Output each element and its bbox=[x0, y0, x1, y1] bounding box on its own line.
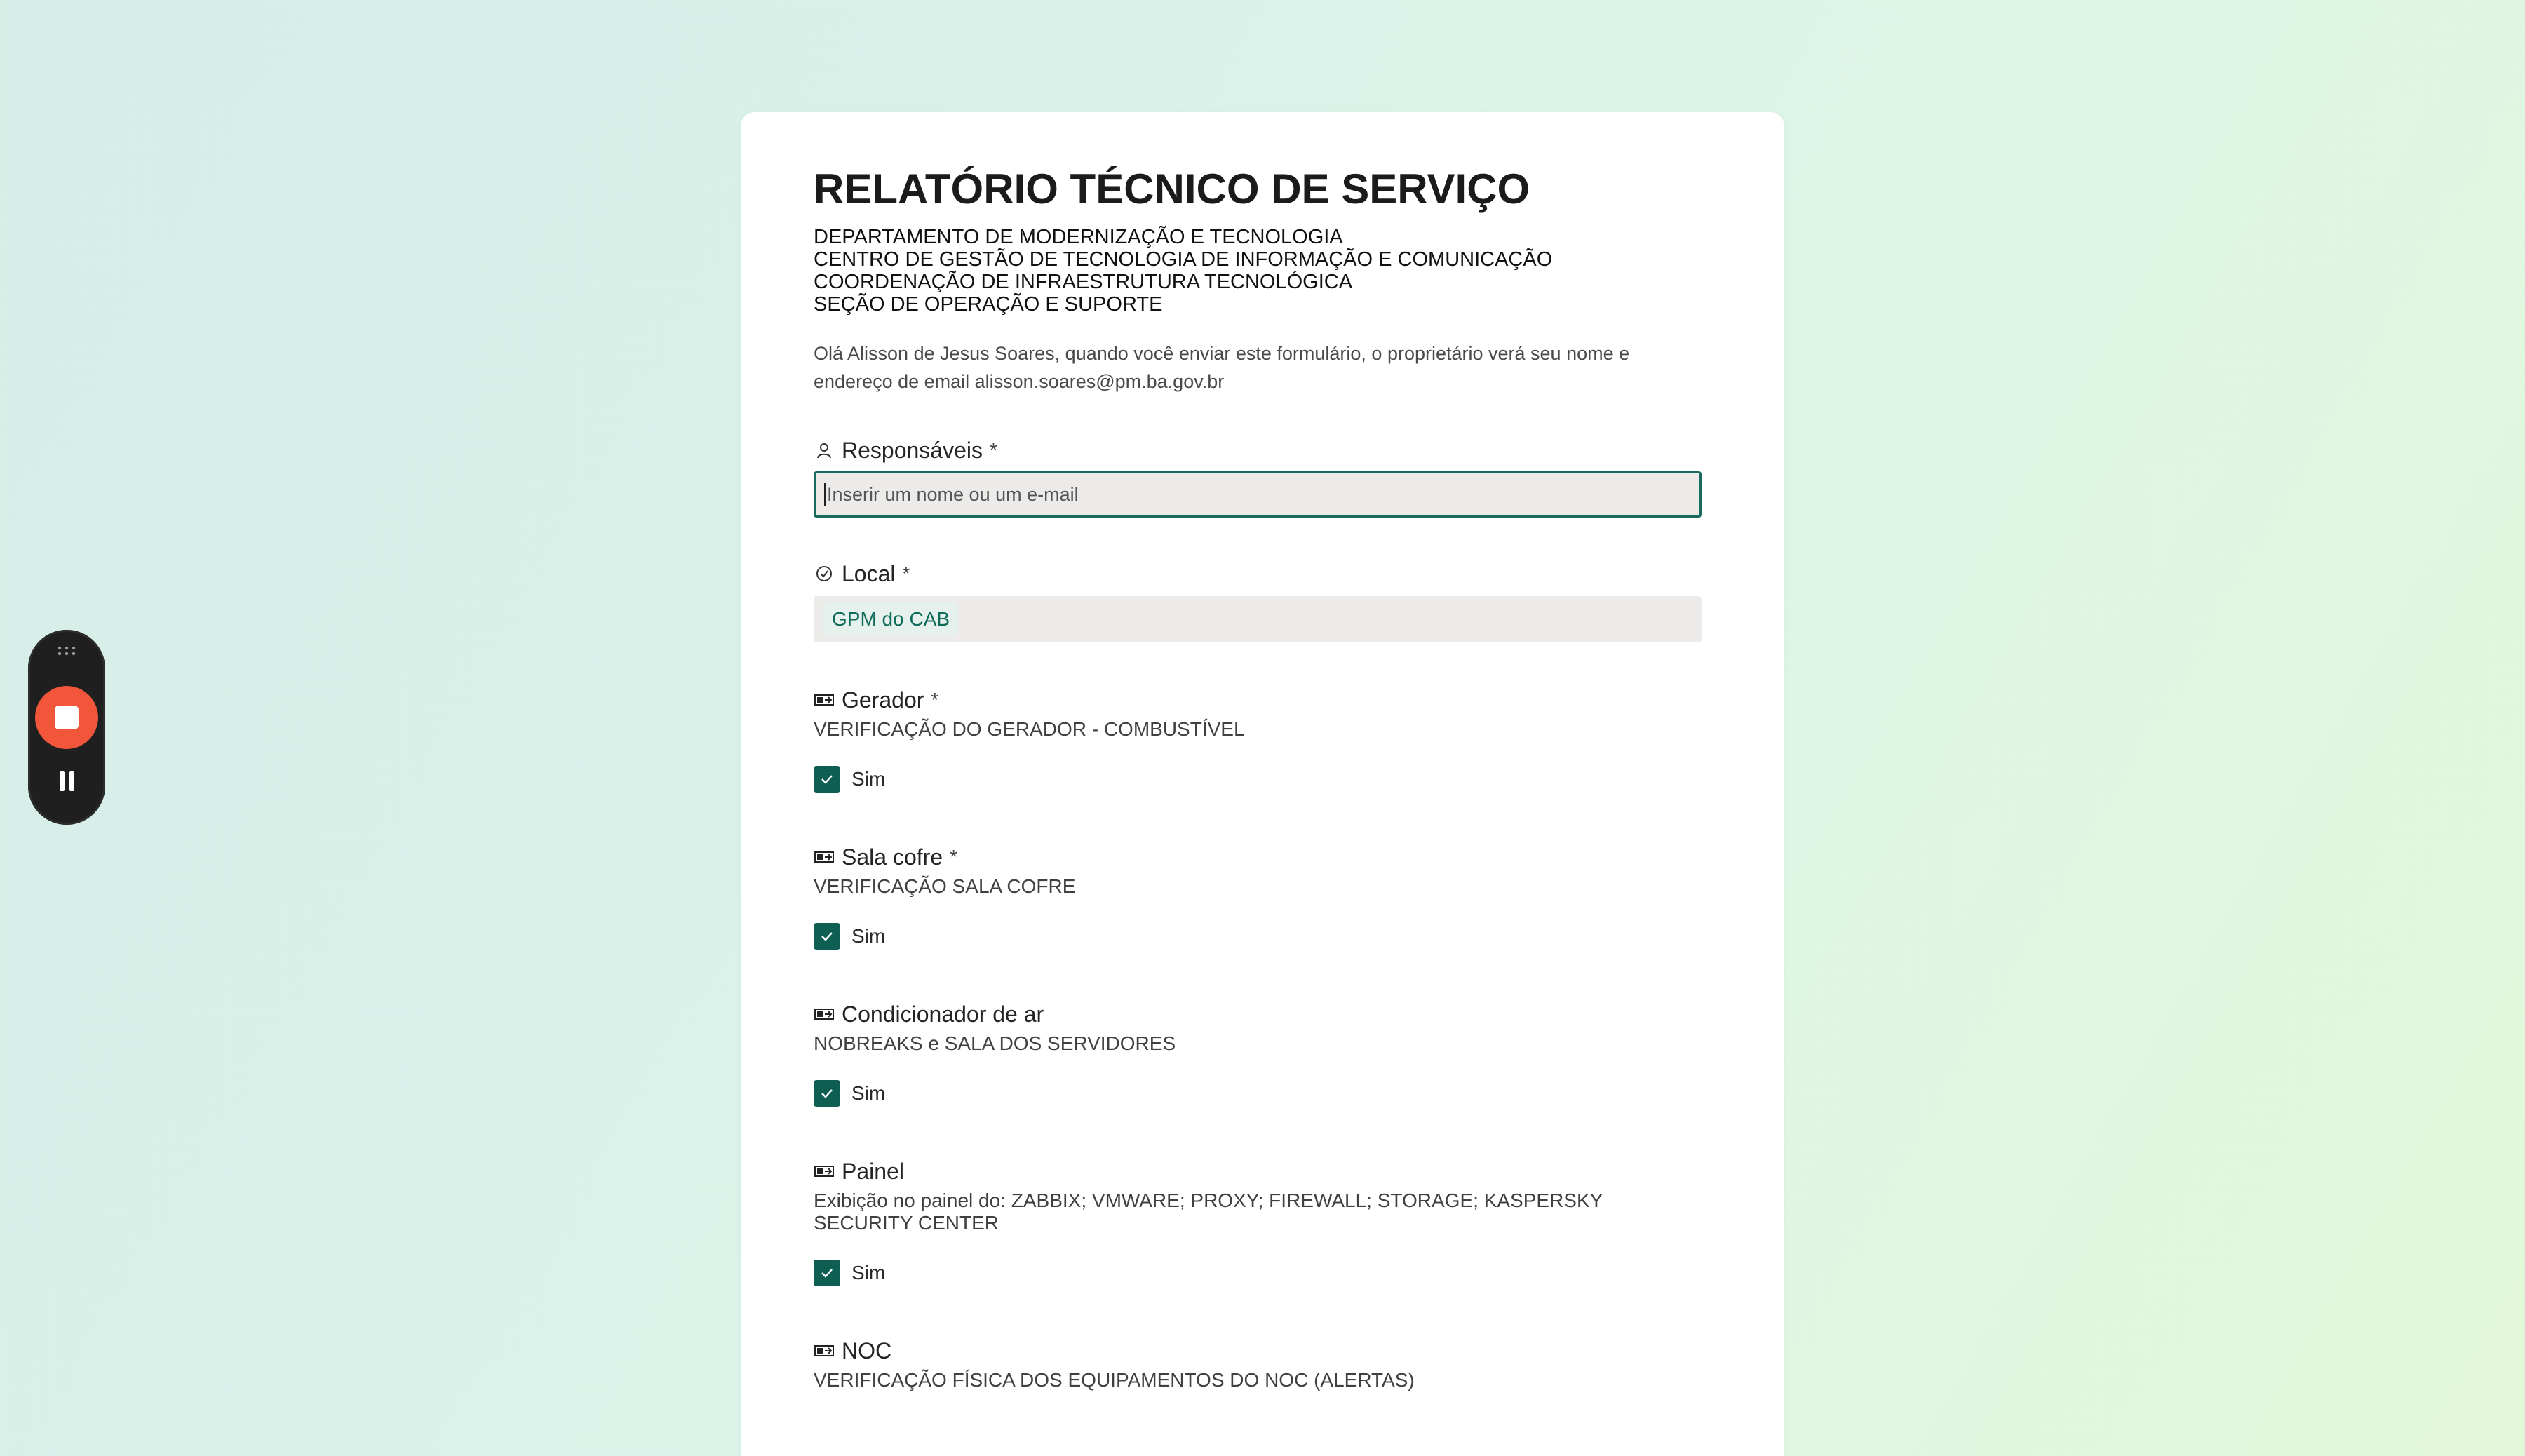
department-line: DEPARTAMENTO DE MODERNIZAÇÃO E TECNOLOGIA bbox=[814, 226, 1343, 248]
department-line: CENTRO DE GESTÃO DE TECNOLOGIA DE INFORMAÇÃO E COMUNICAÇÃO COORDENAÇÃO DE INFRAESTRUTURA TECNOLÓGICA bbox=[814, 248, 1553, 293]
choice-icon bbox=[814, 689, 835, 710]
option-sim[interactable] bbox=[814, 1260, 1704, 1286]
question-label: NOC bbox=[842, 1338, 892, 1363]
department-line: SEÇÃO DE OPERAÇÃO E SUPORTE bbox=[814, 293, 1163, 316]
choice-icon bbox=[814, 1004, 835, 1025]
person-icon bbox=[814, 440, 835, 461]
form-card bbox=[741, 112, 1784, 1456]
question-description: VERIFICAÇÃO FÍSICA DOS EQUIPAMENTOS DO NOC (ALERTAS) bbox=[814, 1369, 1415, 1391]
form-content bbox=[814, 161, 1704, 1391]
pause-recording-button[interactable] bbox=[28, 771, 105, 793]
question-description: NOBREAKS e SALA DOS SERVIDORES bbox=[814, 1032, 1176, 1054]
option-label: Sim bbox=[851, 1262, 886, 1283]
question-noc bbox=[814, 1337, 1704, 1391]
stop-recording-button[interactable] bbox=[35, 686, 98, 749]
option-label: Sim bbox=[851, 925, 886, 947]
question-label: Condicionador de ar bbox=[842, 1002, 1044, 1027]
drag-handle-icon[interactable] bbox=[28, 645, 105, 659]
responsaveis-input[interactable] bbox=[826, 473, 1699, 516]
question-gerador bbox=[814, 686, 1704, 793]
question-condicionador-de-ar bbox=[814, 1000, 1704, 1107]
question-description: VERIFICAÇÃO SALA COFRE bbox=[814, 875, 1076, 897]
option-label: Sim bbox=[851, 1082, 886, 1104]
question-responsaveis bbox=[814, 436, 1704, 518]
checkbox-checked[interactable] bbox=[814, 766, 840, 793]
selected-value-chip[interactable]: GPM do CAB bbox=[823, 602, 958, 636]
choice-icon bbox=[814, 1161, 835, 1182]
option-sim[interactable] bbox=[814, 923, 1704, 950]
question-description: Exibição no painel do: ZABBIX; VMWARE; PROXY; FIREWALL; STORAGE; KASPERSKY SECURITY CENTER bbox=[814, 1189, 1603, 1234]
responsaveis-input-box[interactable] bbox=[814, 471, 1702, 518]
option-sim[interactable] bbox=[814, 766, 1704, 793]
screen-recorder-widget bbox=[28, 630, 105, 825]
check-circle-icon bbox=[814, 563, 835, 584]
intro-text: Olá Alisson de Jesus Soares, quando você enviar este formulário, o proprietário verá seu nome e endereço de email alisson.soares@pm.ba.gov.br bbox=[814, 343, 1630, 392]
question-label: Painel bbox=[842, 1159, 904, 1184]
question-label: Sala cofre bbox=[842, 844, 943, 870]
question-sala-cofre bbox=[814, 843, 1704, 950]
question-local bbox=[814, 560, 1704, 642]
local-select[interactable] bbox=[814, 596, 1702, 642]
required-marker: * bbox=[931, 689, 939, 710]
checkbox-checked[interactable] bbox=[814, 923, 840, 950]
question-description: VERIFICAÇÃO DO GERADOR - COMBUSTÍVEL bbox=[814, 718, 1245, 740]
question-label: Local bbox=[842, 561, 896, 586]
question-label: Gerador bbox=[842, 687, 924, 713]
required-marker: * bbox=[990, 439, 997, 461]
question-label: Responsáveis bbox=[842, 438, 983, 463]
pause-icon bbox=[60, 771, 65, 791]
choice-icon bbox=[814, 847, 835, 868]
choice-icon bbox=[814, 1340, 835, 1361]
required-marker: * bbox=[902, 562, 910, 584]
checkbox-checked[interactable] bbox=[814, 1080, 840, 1107]
form-title: RELATÓRIO TÉCNICO DE SERVIÇO bbox=[814, 166, 1530, 213]
option-label: Sim bbox=[851, 768, 886, 790]
option-sim[interactable] bbox=[814, 1080, 1704, 1107]
required-marker: * bbox=[950, 846, 957, 868]
checkbox-checked[interactable] bbox=[814, 1260, 840, 1286]
question-painel bbox=[814, 1157, 1704, 1286]
department-block bbox=[814, 226, 1704, 316]
stop-icon bbox=[55, 706, 79, 729]
